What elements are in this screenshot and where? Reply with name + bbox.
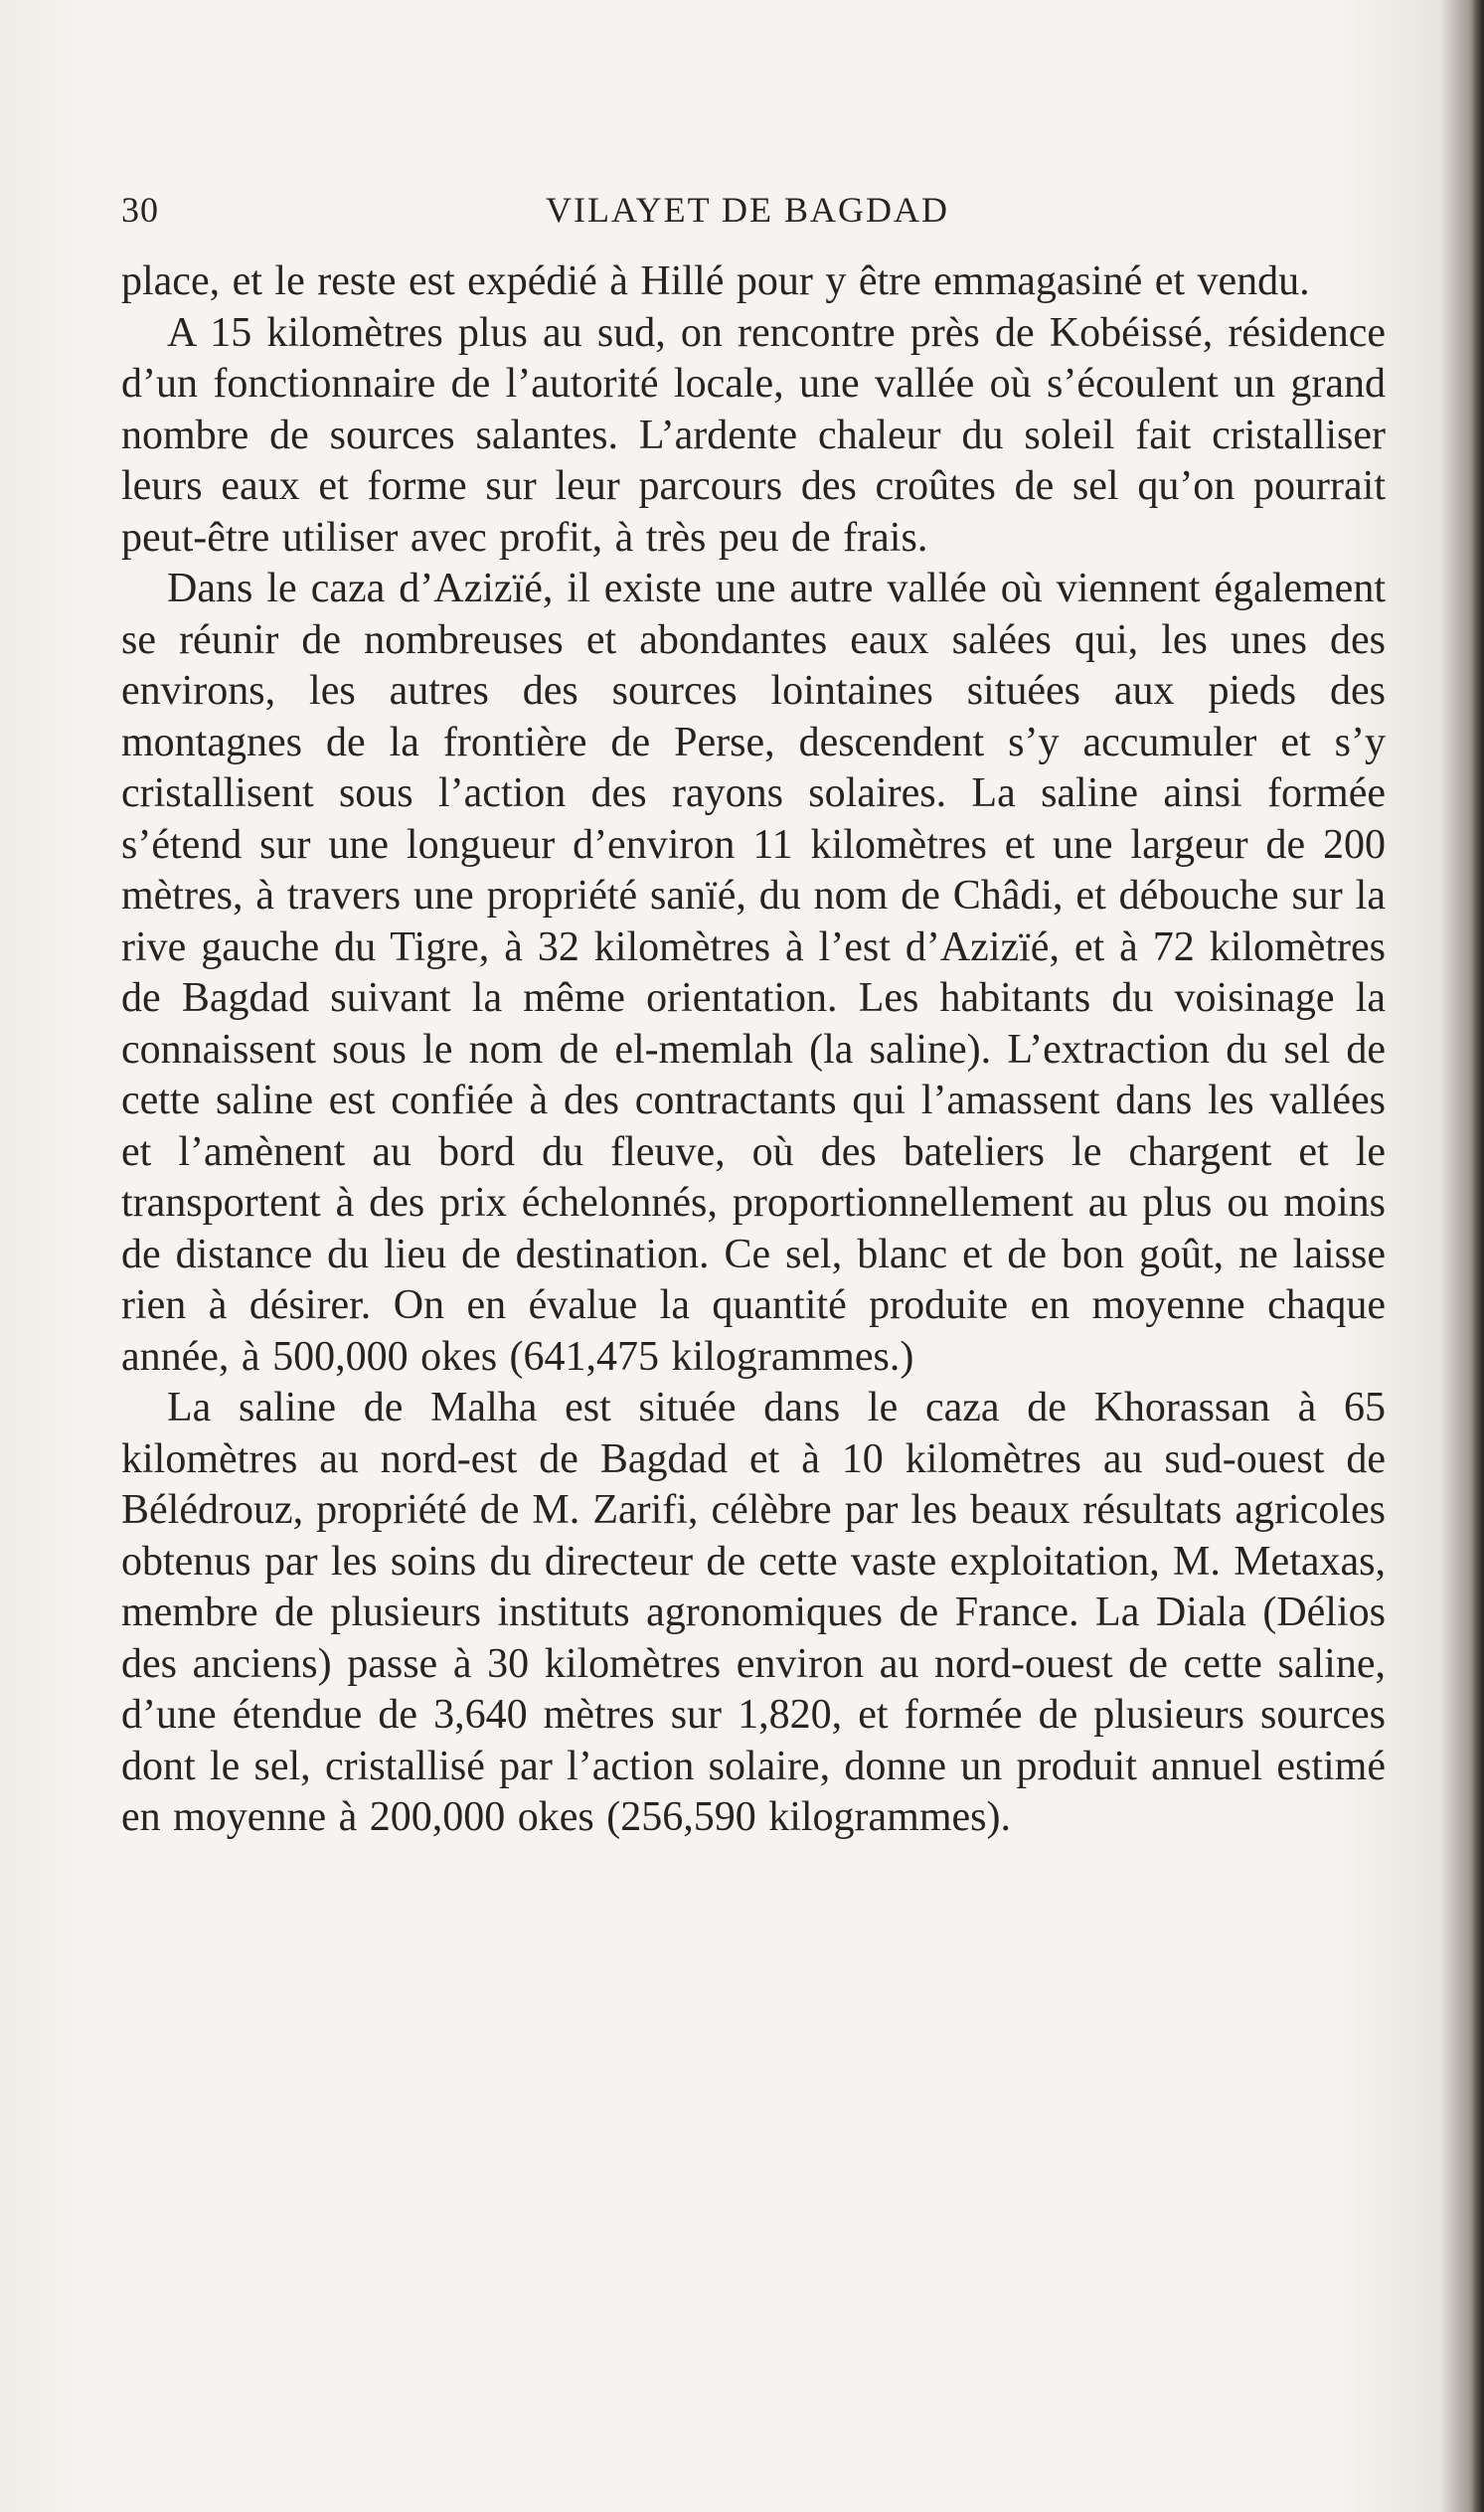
body-text xyxy=(121,256,1386,1844)
page-header xyxy=(121,189,1386,239)
paragraph-continuation: place, et le reste est expédié à Hillé pour y être emmagasiné et vendu. xyxy=(121,258,1310,304)
paragraph-malha: La saline de Malha est située dans le caza de Khorassan à 65 kilomètres au nord-est de Bagdad et à 10 kilomètres au sud-ouest de Bélédrouz, propriété de M. Zarifi, célèbre par les beaux résultats agricoles obtenus par les soins du directeur de cette vaste exploitation, M. Metaxas, membre de plusieurs instituts agronomiques de France. La Diala (Délios des anciens) passe à 30 kilomètres environ au nord-ouest de cette saline, d’une étendue de 3,640 mètres sur 1,820, et formée de plusieurs sources dont le sel, cristallisé par l’action solaire, donne un produit annuel estimé en moyenne à 200,000 okes (256,590 kilogrammes). xyxy=(121,1385,1386,1840)
paragraph-azizie: Dans le caza d’Azizïé, il existe une autre vallée où viennent également se réunir de nombreuses et abondantes eaux salées qui, les unes des environs, les autres des sources lointaines situées aux pieds des montagnes de la frontière de Perse, descendent s’y accumuler et s’y cristallisent sous l’action des rayons solaires. La saline ainsi formée s’étend sur une longueur d’environ 11 kilomètres et une largeur de 200 mètres, à travers une propriété sanïé, du nom de Châdi, et débouche sur la rive gauche du Tigre, à 32 kilomètres à l’est d’Azizïé, et à 72 kilomètres de Bagdad suivant la même orientation. Les habitants du voisinage la connaissent sous le nom de el-memlah (la saline). L’extraction du sel de cette saline est confiée à des contractants qui l’amassent dans les vallées et l’amènent au bord du fleuve, où des bateliers le chargent et le transportent à des prix échelonnés, proportionnellement au plus ou moins de distance du lieu de destination. Ce sel, blanc et de bon goût, ne laisse rien à désirer. On en évalue la quantité produite en moyenne chaque année, à 500,000 okes (641,475 kilogrammes.) xyxy=(121,566,1386,1380)
running-title: VILAYET DE BAGDAD xyxy=(546,190,949,230)
page-edge-shadow xyxy=(1470,0,1484,2512)
page-number: 30 xyxy=(121,190,159,230)
paragraph-kobeisse: A 15 kilomètres plus au sud, on rencontre près de Kobéissé, résidence d’un fonctionnaire de l’autorité locale, une vallée où s’écoulent un grand nombre de sources salantes. L’ardente chaleur du soleil fait cristalliser leurs eaux et forme sur leur parcours des croûtes de sel qu’on pourrait peut-être utiliser avec profit, à très peu de frais. xyxy=(121,309,1386,561)
